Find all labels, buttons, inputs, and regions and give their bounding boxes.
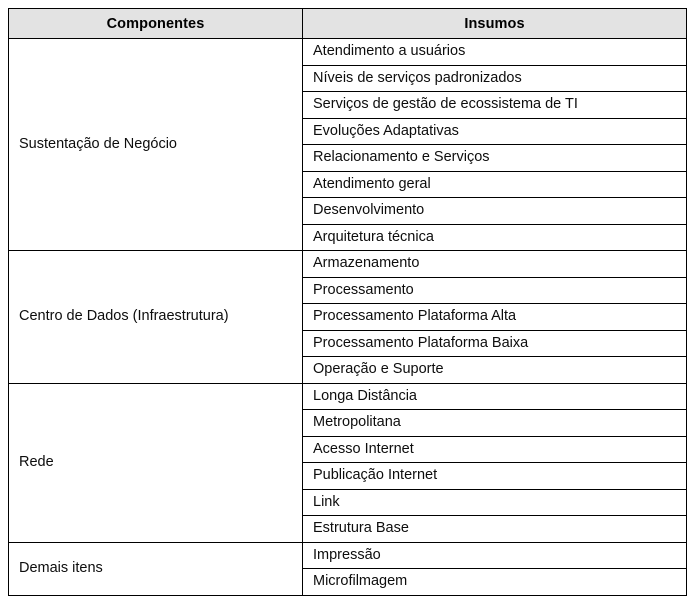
- table-row: [9, 39, 687, 66]
- insumo-cell: Acesso Internet: [303, 436, 687, 463]
- insumo-cell: Microfilmagem: [303, 569, 687, 596]
- insumo-cell: Metropolitana: [303, 410, 687, 437]
- table-row: [9, 542, 687, 569]
- insumo-cell: Processamento: [303, 277, 687, 304]
- component-cell: Sustentação de Negócio: [9, 39, 303, 251]
- insumo-cell: Atendimento geral: [303, 171, 687, 198]
- insumo-cell: Operação e Suporte: [303, 357, 687, 384]
- table-header: [9, 9, 687, 39]
- component-cell: Rede: [9, 383, 303, 542]
- header-row: [9, 9, 687, 39]
- table-body: [9, 39, 687, 596]
- insumo-cell: Arquitetura técnica: [303, 224, 687, 251]
- insumo-cell: Atendimento a usuários: [303, 39, 687, 66]
- insumo-cell: Evoluções Adaptativas: [303, 118, 687, 145]
- insumo-cell: Impressão: [303, 542, 687, 569]
- insumo-cell: Link: [303, 489, 687, 516]
- insumo-cell: Longa Distância: [303, 383, 687, 410]
- table-row: [9, 383, 687, 410]
- column-header-componentes: Componentes: [9, 9, 303, 39]
- component-cell: Centro de Dados (Infraestrutura): [9, 251, 303, 384]
- component-cell: Demais itens: [9, 542, 303, 595]
- insumo-cell: Processamento Plataforma Baixa: [303, 330, 687, 357]
- insumo-cell: Estrutura Base: [303, 516, 687, 543]
- insumo-cell: Processamento Plataforma Alta: [303, 304, 687, 331]
- insumo-cell: Armazenamento: [303, 251, 687, 278]
- insumo-cell: Publicação Internet: [303, 463, 687, 490]
- insumo-cell: Relacionamento e Serviços: [303, 145, 687, 172]
- column-header-insumos: Insumos: [303, 9, 687, 39]
- insumo-cell: Níveis de serviços padronizados: [303, 65, 687, 92]
- table-row: [9, 251, 687, 278]
- insumo-cell: Desenvolvimento: [303, 198, 687, 225]
- insumo-cell: Serviços de gestão de ecossistema de TI: [303, 92, 687, 119]
- components-inputs-table-container: [8, 8, 686, 596]
- components-inputs-table: [8, 8, 687, 596]
